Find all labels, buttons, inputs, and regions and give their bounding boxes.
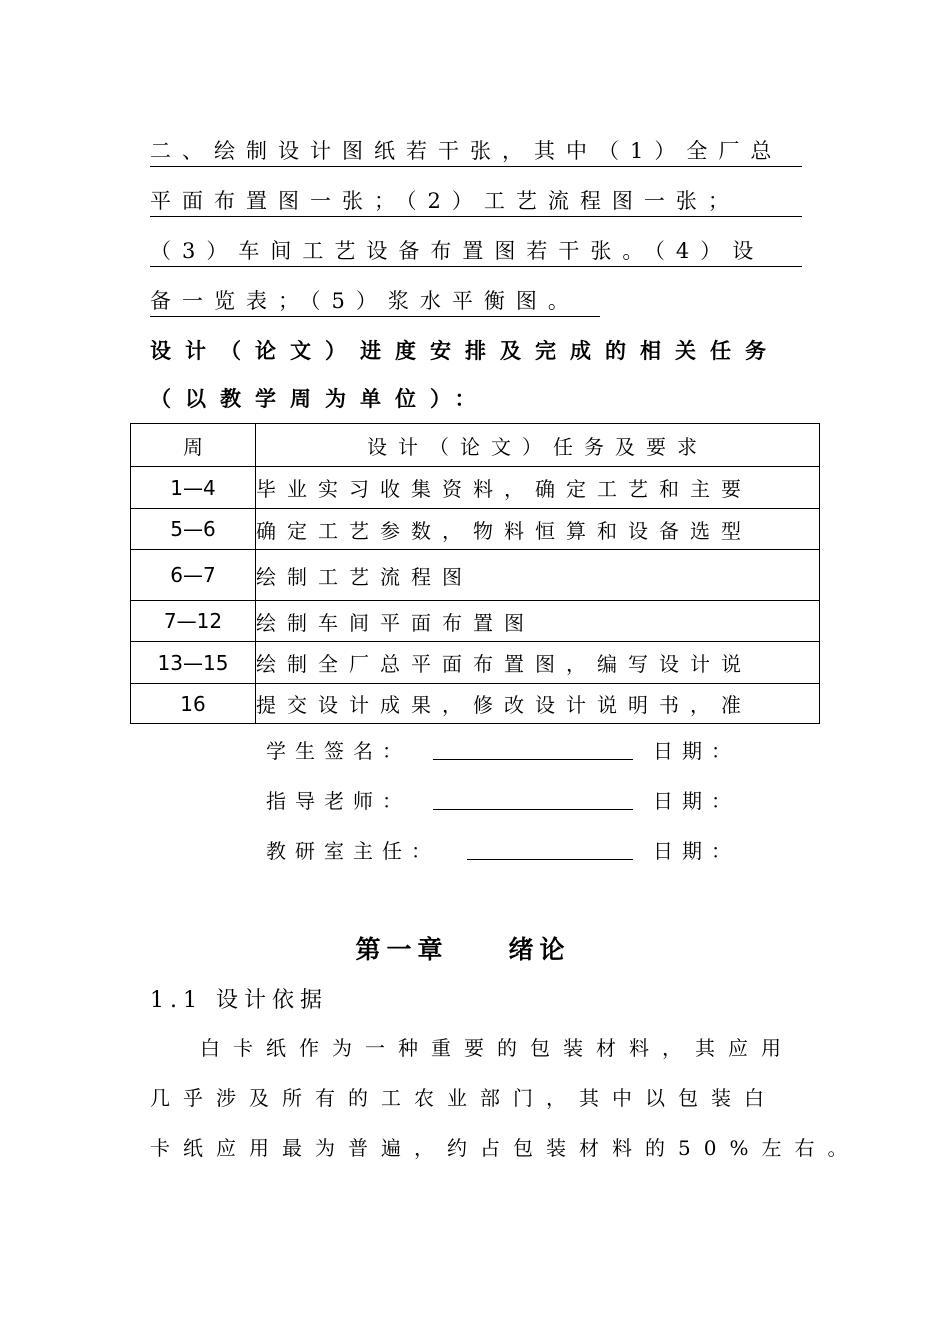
task-cell: 确定工艺参数，物料恒算和设备选型 xyxy=(256,509,820,550)
advisor-signature-line[interactable] xyxy=(433,809,633,810)
section-title: 1.1 设计依据 xyxy=(150,988,328,1013)
task-cell: 绘制全厂总平面布置图，编写设计说 xyxy=(256,642,820,684)
task-cell: 绘制车间平面布置图 xyxy=(256,601,820,642)
director-signature-line[interactable] xyxy=(467,859,633,860)
paragraph-line-1: 白卡纸作为一种重要的包装材料，其应用 xyxy=(200,1036,794,1060)
director-date-label: 日期： xyxy=(653,839,740,863)
advisor-signature-label: 指导老师： xyxy=(266,789,411,813)
table-row xyxy=(131,684,820,724)
week-cell: 1—4 xyxy=(131,467,256,509)
table-header-row xyxy=(131,424,820,467)
week-cell: 13—15 xyxy=(131,642,256,684)
header-week: 周 xyxy=(131,424,256,467)
chapter-heading xyxy=(0,930,926,966)
paragraph-line-3: 卡纸应用最为普遍，约占包装材料的50%左右。 xyxy=(150,1136,861,1160)
advisor-date-label: 日期： xyxy=(653,789,740,813)
student-signature-line[interactable] xyxy=(433,759,633,760)
week-cell: 6—7 xyxy=(131,550,256,601)
task-cell: 毕业实习收集资料，确定工艺和主要 xyxy=(256,467,820,509)
intro-line-4: 备一览表；（5）浆水平衡图。 xyxy=(150,286,600,317)
schedule-heading-line-2: （以教学周为单位）： xyxy=(150,386,490,411)
task-cell: 绘制工艺流程图 xyxy=(256,550,820,601)
student-signature-label: 学生签名： xyxy=(266,739,411,763)
week-cell: 5—6 xyxy=(131,509,256,550)
intro-line-2: 平面布置图一张；（2）工艺流程图一张； xyxy=(150,186,802,217)
week-cell: 7—12 xyxy=(131,601,256,642)
intro-line-3: （3）车间工艺设备布置图若干张。（4）设 xyxy=(150,236,802,267)
table-row xyxy=(131,642,820,684)
intro-line-1: 二、绘制设计图纸若干张，其中（1）全厂总 xyxy=(150,136,802,167)
chapter-title: 绪论 xyxy=(508,935,571,964)
student-date-label: 日期： xyxy=(653,739,740,763)
week-cell: 16 xyxy=(131,684,256,724)
table-row xyxy=(131,509,820,550)
table-row xyxy=(131,467,820,509)
paragraph-line-2: 几乎涉及所有的工农业部门，其中以包装白 xyxy=(150,1086,777,1110)
header-task: 设计（论文）任务及要求 xyxy=(256,424,820,467)
task-cell: 提交设计成果，修改设计说明书，准 xyxy=(256,684,820,724)
schedule-heading-line-1: 设计（论文）进度安排及完成的相关任务 xyxy=(150,338,780,363)
table-row xyxy=(131,601,820,642)
schedule-table xyxy=(130,423,820,724)
director-signature-label: 教研室主任： xyxy=(266,839,440,863)
table-row xyxy=(131,550,820,601)
chapter-number: 第一章 xyxy=(355,935,449,964)
